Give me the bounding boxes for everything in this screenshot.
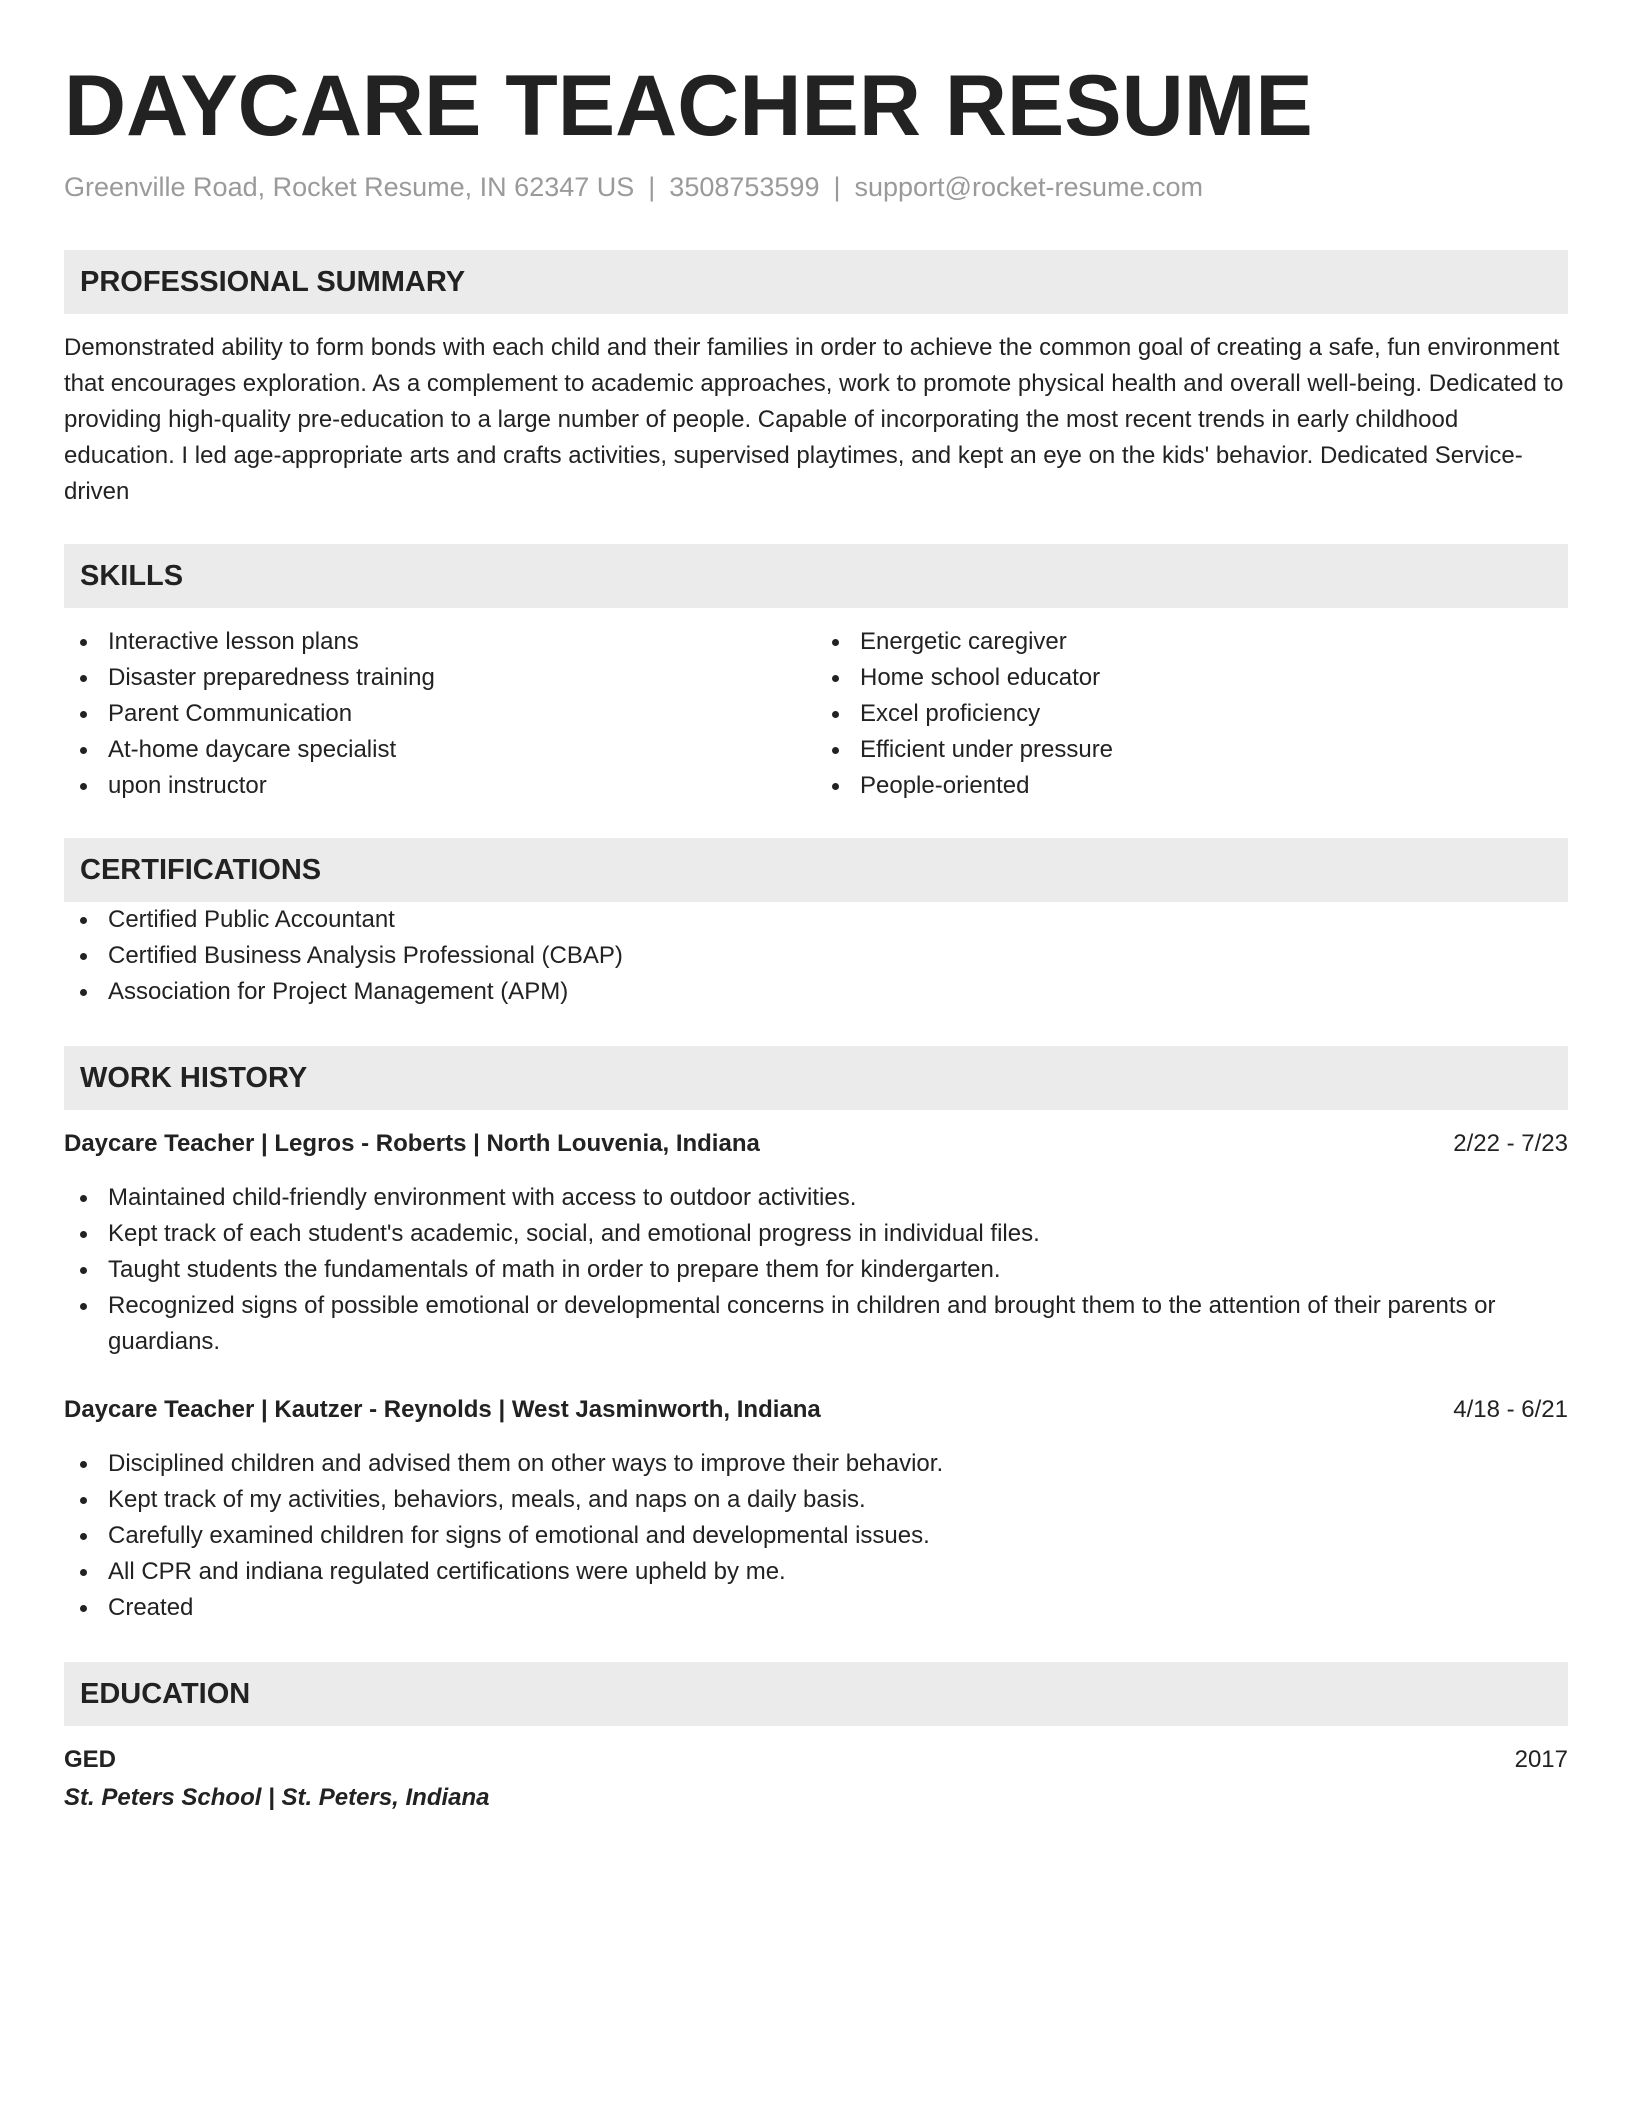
duty-text: Kept track of each student's academic, social, and emotional progress in individual files. [108,1220,1040,1247]
section-header-summary: PROFESSIONAL SUMMARY [64,250,1568,314]
list-item [64,696,816,732]
skill-text: Efficient under pressure [860,736,1114,763]
list-item [64,974,1568,1010]
skills-columns [64,624,1568,804]
contact-phone: 3508753599 [669,172,820,202]
section-header-skills: SKILLS [64,544,1568,608]
bullet-icon [80,953,87,960]
certification-text: Certified Business Analysis Professional (CBAP) [108,942,623,969]
bullet-icon [80,1605,87,1612]
list-item [64,1554,1568,1590]
bullet-icon [80,1267,87,1274]
section-header-education: EDUCATION [64,1662,1568,1726]
list-item [64,768,816,804]
certification-text: Association for Project Management (APM) [108,978,569,1005]
job-duties-list [64,1446,1568,1626]
contact-separator: | [648,172,656,202]
bullet-icon [80,1231,87,1238]
job-title: Daycare Teacher | Legros - Roberts | North Louvenia, Indiana [64,1130,760,1157]
section-header-work-history: WORK HISTORY [64,1046,1568,1110]
skills-right-column [816,624,1568,804]
job-title: Daycare Teacher | Kautzer - Reynolds | West Jasminworth, Indiana [64,1396,821,1423]
contact-email: support@rocket-resume.com [854,172,1204,202]
bullet-icon [80,989,87,996]
duty-text: Disciplined children and advised them on other ways to improve their behavior. [108,1450,944,1477]
education-header [64,1742,1568,1778]
duty-text: Created [108,1594,194,1621]
education-entry [64,1742,1568,1818]
duty-text: Taught students the fundamentals of math in order to prepare them for kindergarten. [108,1256,1001,1283]
bullet-icon [80,783,87,790]
job-header [64,1392,1568,1428]
job-entry [64,1392,1568,1626]
bullet-icon [80,1569,87,1576]
skill-text: upon instructor [108,772,267,799]
bullet-icon [80,917,87,924]
duty-text: Recognized signs of possible emotional or developmental concerns in children and brought them to the attention of their parents or guardians. [108,1292,1496,1355]
list-item [816,624,1568,660]
bullet-icon [832,639,839,646]
skill-text: People-oriented [860,772,1030,799]
job-entry [64,1126,1568,1360]
skill-text: Parent Communication [108,700,353,727]
list-item [64,1288,1568,1360]
skill-text: Disaster preparedness training [108,664,435,691]
bullet-icon [80,1497,87,1504]
contact-separator: | [833,172,841,202]
section-header-certifications: CERTIFICATIONS [64,838,1568,902]
list-item [816,696,1568,732]
duty-text: All CPR and indiana regulated certifications were upheld by me. [108,1558,786,1585]
list-item [816,732,1568,768]
list-item [64,1252,1568,1288]
duty-text: Kept track of my activities, behaviors, meals, and naps on a daily basis. [108,1486,866,1513]
bullet-icon [832,675,839,682]
job-header [64,1126,1568,1162]
bullet-icon [80,1533,87,1540]
duty-text: Maintained child-friendly environment with access to outdoor activities. [108,1184,857,1211]
skill-text: Excel proficiency [860,700,1041,727]
skill-text: Home school educator [860,664,1101,691]
bullet-icon [832,783,839,790]
job-dates: 2/22 - 7/23 [1453,1130,1568,1157]
resume-title: DAYCARE TEACHER RESUME [64,58,1313,154]
list-item [64,624,816,660]
education-year: 2017 [1514,1746,1568,1773]
list-item [816,768,1568,804]
contact-line [64,170,1568,204]
skills-list-right [816,624,1568,804]
skill-text: Interactive lesson plans [108,628,359,655]
bullet-icon [80,1303,87,1310]
list-item [64,902,1568,938]
bullet-icon [80,747,87,754]
certifications-list [64,902,1568,1010]
list-item [64,732,816,768]
summary-text: Demonstrated ability to form bonds with each child and their families in order to achieve the common goal of creating a safe, fun environment that encourages exploration. As a complement to academic approaches, work to promote physical health and overall well-being. Dedicated to providing high-quality pre-education to a large number of people. Capable of incorporating the most recent trends in early childhood education. I led age-appropriate arts and crafts activities, supervised playtimes, and kept an eye on the kids' behavior. Dedicated Service-driven [64,334,1564,505]
skill-text: Energetic caregiver [860,628,1067,655]
job-dates: 4/18 - 6/21 [1453,1396,1568,1423]
bullet-icon [80,675,87,682]
bullet-icon [80,711,87,718]
bullet-icon [832,747,839,754]
education-degree: GED [64,1746,117,1773]
duty-text: Carefully examined children for signs of emotional and developmental issues. [108,1522,930,1549]
education-school: St. Peters School | St. Peters, Indiana [64,1784,490,1811]
bullet-icon [80,639,87,646]
list-item [64,1482,1568,1518]
list-item [816,660,1568,696]
skills-list-left [64,624,816,804]
job-duties-list [64,1180,1568,1360]
bullet-icon [80,1195,87,1202]
bullet-icon [832,711,839,718]
list-item [64,1446,1568,1482]
contact-address: Greenville Road, Rocket Resume, IN 62347 US [64,172,635,202]
skills-left-column [64,624,816,804]
list-item [64,1180,1568,1216]
skill-text: At-home daycare specialist [108,736,397,763]
list-item [64,1216,1568,1252]
list-item [64,1518,1568,1554]
bullet-icon [80,1461,87,1468]
list-item [64,660,816,696]
list-item [64,1590,1568,1626]
list-item [64,938,1568,974]
certification-text: Certified Public Accountant [108,906,395,933]
